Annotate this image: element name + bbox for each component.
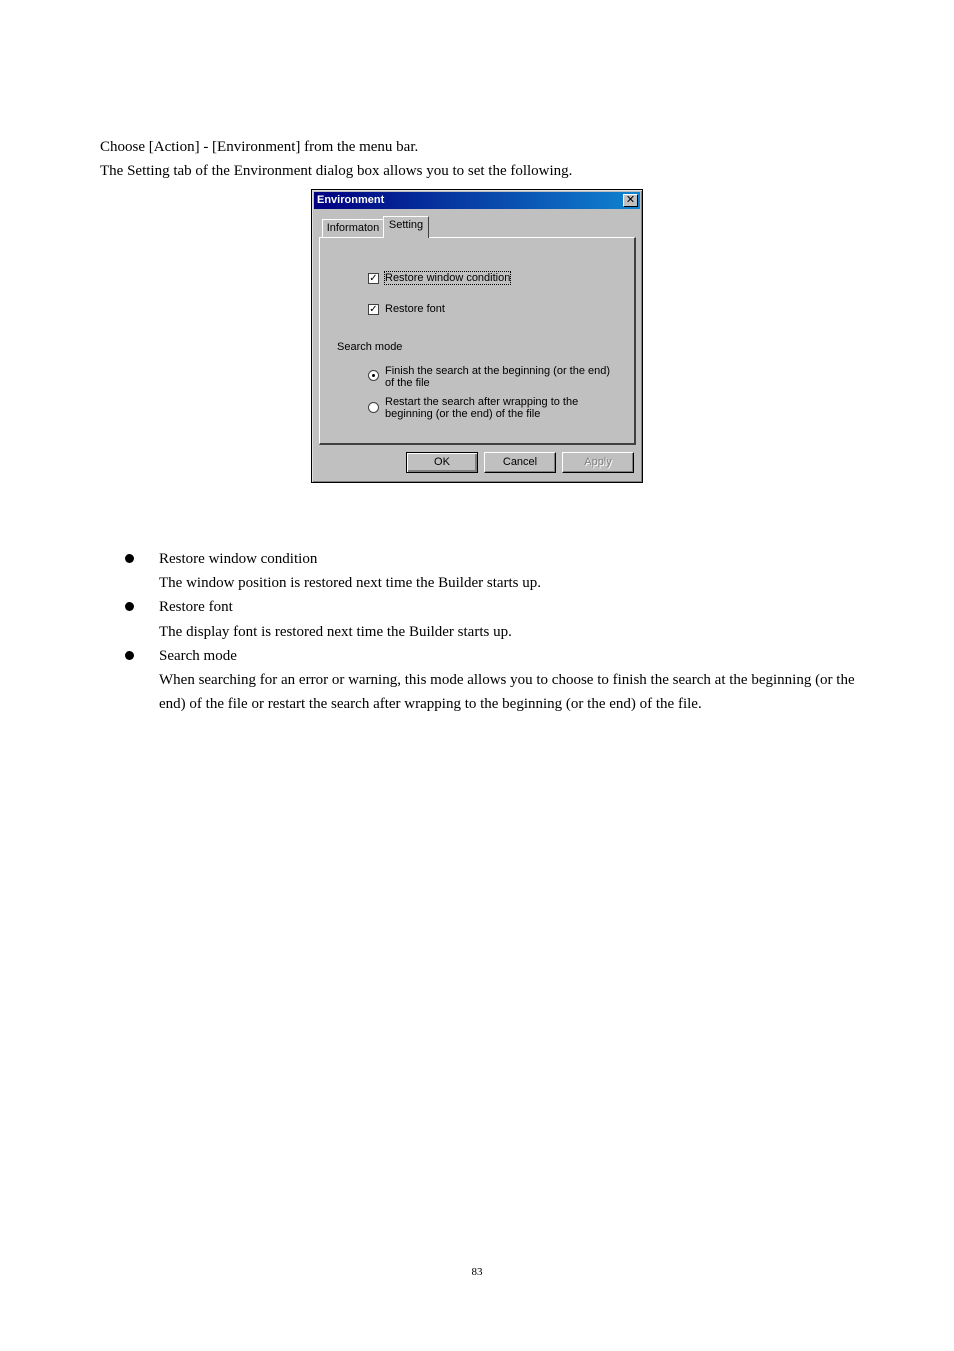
restore-font-label[interactable]: Restore font [385, 303, 445, 315]
finish-search-label-2[interactable]: of the file [385, 377, 430, 389]
item-desc-search-mode: When searching for an error or warning, this mode allows you to choose to finish the search at the beginning (or the end) of the file or restart the search after wrapping to the beginning (or the end) of the file. [159, 672, 855, 712]
cancel-button[interactable]: Cancel [484, 452, 556, 473]
intro-line-2: The Setting tab of the Environment dialog box allows you to set the following. [100, 163, 573, 179]
environment-dialog [311, 189, 643, 483]
restore-window-label[interactable]: Restore window condition [385, 272, 511, 284]
restart-search-radio[interactable] [368, 402, 379, 413]
finish-search-label-1[interactable]: Finish the search at the beginning (or the end) [385, 365, 611, 377]
bullet-icon [125, 554, 134, 563]
dialog-titlebar[interactable] [314, 192, 640, 209]
restore-window-checkbox[interactable] [368, 273, 379, 284]
setting-panel [319, 237, 636, 445]
dialog-title: Environment [317, 194, 385, 206]
item-desc-restore-window: The window position is restored next time the Builder starts up. [159, 575, 542, 591]
tab-information[interactable]: Informaton [322, 219, 384, 238]
search-mode-label: Search mode [337, 341, 403, 353]
intro-line-1: Choose [Action] - [Environment] from the menu bar. [100, 139, 419, 155]
finish-search-radio[interactable] [368, 370, 379, 381]
page-number: 83 [471, 1266, 483, 1278]
item-desc-restore-font: The display font is restored next time the Builder starts up. [159, 624, 512, 640]
restart-search-label-2[interactable]: beginning (or the end) of the file [385, 408, 541, 420]
apply-button[interactable]: Apply [562, 452, 634, 473]
close-icon[interactable]: ✕ [623, 194, 638, 207]
restart-search-label-1[interactable]: Restart the search after wrapping to the [385, 396, 579, 408]
tab-setting[interactable]: Setting [383, 216, 429, 238]
radio-dot-icon [372, 374, 375, 377]
restore-font-checkbox[interactable] [368, 304, 379, 315]
item-title-restore-window: Restore window condition [159, 551, 318, 567]
bullet-icon [125, 602, 134, 611]
item-title-restore-font: Restore font [159, 599, 233, 615]
item-title-search-mode: Search mode [159, 648, 237, 664]
bullet-icon [125, 651, 134, 660]
checkmark-icon: ✓ [369, 304, 378, 315]
checkmark-icon: ✓ [369, 273, 378, 284]
ok-button[interactable]: OK [406, 452, 478, 473]
